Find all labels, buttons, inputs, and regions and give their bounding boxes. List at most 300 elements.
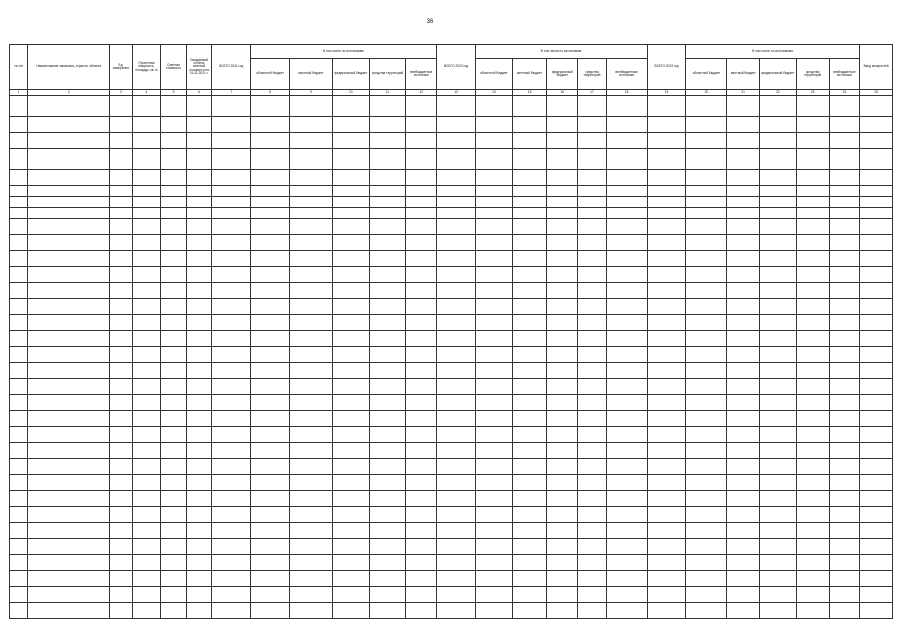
- value-cell: [686, 208, 727, 219]
- value-cell: [727, 235, 760, 251]
- value-cell: [186, 539, 212, 555]
- section-header-row: [10, 411, 893, 427]
- value-cell: [686, 186, 727, 197]
- value-cell: [578, 411, 607, 427]
- value-cell: [186, 235, 212, 251]
- value-cell: [647, 571, 686, 587]
- value-cell: [829, 539, 860, 555]
- value-cell: [406, 555, 437, 571]
- value-cell: [161, 219, 187, 235]
- value-cell: [212, 523, 251, 539]
- row-number-cell: [10, 267, 28, 283]
- value-cell: [727, 197, 760, 208]
- value-cell: [860, 587, 893, 603]
- value-cell: [547, 186, 578, 197]
- value-cell: [760, 117, 797, 133]
- column-number-cell: 18: [606, 90, 647, 96]
- value-cell: [547, 170, 578, 186]
- value-cell: [686, 299, 727, 315]
- value-cell: [369, 395, 406, 411]
- value-cell: [606, 347, 647, 363]
- value-cell: [110, 443, 132, 459]
- value-cell: [860, 443, 893, 459]
- value-cell: [647, 411, 686, 427]
- value-cell: [829, 507, 860, 523]
- value-cell: [161, 170, 187, 186]
- value-cell: [369, 427, 406, 443]
- value-cell: [437, 603, 476, 619]
- table-row: [10, 267, 893, 283]
- value-cell: [251, 331, 290, 347]
- value-cell: [606, 133, 647, 149]
- value-cell: [332, 603, 369, 619]
- section-header-row: [10, 555, 893, 571]
- object-name-cell: [28, 571, 110, 587]
- value-cell: [369, 603, 406, 619]
- value-cell: [760, 363, 797, 379]
- value-cell: [547, 571, 578, 587]
- value-cell: [161, 507, 187, 523]
- value-cell: [132, 411, 161, 427]
- value-cell: [289, 347, 332, 363]
- value-cell: [547, 96, 578, 117]
- value-cell: [186, 133, 212, 149]
- value-cell: [132, 331, 161, 347]
- value-cell: [475, 197, 512, 208]
- value-cell: [369, 331, 406, 347]
- value-cell: [132, 208, 161, 219]
- value-cell: [369, 149, 406, 170]
- value-cell: [796, 395, 829, 411]
- value-cell: [251, 133, 290, 149]
- value-cell: [512, 133, 547, 149]
- header-src-tf-2022: средства территорий: [578, 59, 607, 90]
- value-cell: [796, 267, 829, 283]
- value-cell: [727, 571, 760, 587]
- object-name-cell: [28, 299, 110, 315]
- value-cell: [110, 197, 132, 208]
- column-number-cell: 13: [437, 90, 476, 96]
- value-cell: [212, 235, 251, 251]
- value-cell: [110, 491, 132, 507]
- value-cell: [406, 96, 437, 117]
- value-cell: [369, 208, 406, 219]
- value-cell: [760, 133, 797, 149]
- value-cell: [475, 379, 512, 395]
- value-cell: [332, 197, 369, 208]
- value-cell: [547, 363, 578, 379]
- value-cell: [686, 555, 727, 571]
- value-cell: [132, 491, 161, 507]
- value-cell: [212, 315, 251, 331]
- object-name-cell: [28, 363, 110, 379]
- value-cell: [606, 149, 647, 170]
- value-cell: [760, 149, 797, 170]
- value-cell: [760, 315, 797, 331]
- row-number-cell: [10, 331, 28, 347]
- value-cell: [437, 186, 476, 197]
- value-cell: [369, 315, 406, 331]
- row-number-cell: [10, 251, 28, 267]
- value-cell: [289, 587, 332, 603]
- value-cell: [860, 523, 893, 539]
- value-cell: [251, 186, 290, 197]
- value-cell: [437, 149, 476, 170]
- value-cell: [860, 491, 893, 507]
- value-cell: [369, 571, 406, 587]
- value-cell: [686, 363, 727, 379]
- value-cell: [860, 411, 893, 427]
- value-cell: [760, 347, 797, 363]
- value-cell: [727, 587, 760, 603]
- value-cell: [727, 475, 760, 491]
- value-cell: [547, 507, 578, 523]
- value-cell: [369, 507, 406, 523]
- value-cell: [578, 587, 607, 603]
- value-cell: [547, 395, 578, 411]
- value-cell: [251, 170, 290, 186]
- row-number-cell: [10, 507, 28, 523]
- value-cell: [606, 251, 647, 267]
- row-number-cell: [10, 491, 28, 507]
- header-name: Наименование заказчика, отрасли, объекта: [28, 45, 110, 90]
- value-cell: [369, 587, 406, 603]
- value-cell: [289, 475, 332, 491]
- value-cell: [475, 523, 512, 539]
- value-cell: [686, 427, 727, 443]
- section-title-cell: [28, 347, 110, 363]
- value-cell: [161, 411, 187, 427]
- value-cell: [212, 149, 251, 170]
- value-cell: [110, 603, 132, 619]
- value-cell: [406, 170, 437, 186]
- value-cell: [606, 507, 647, 523]
- value-cell: [829, 186, 860, 197]
- value-cell: [289, 170, 332, 186]
- value-cell: [578, 491, 607, 507]
- value-cell: [406, 283, 437, 299]
- value-cell: [475, 267, 512, 283]
- section-title-cell: [28, 411, 110, 427]
- value-cell: [647, 603, 686, 619]
- value-cell: [110, 299, 132, 315]
- value-cell: [860, 603, 893, 619]
- value-cell: [578, 395, 607, 411]
- value-cell: [437, 475, 476, 491]
- value-cell: [332, 459, 369, 475]
- value-cell: [132, 459, 161, 475]
- value-cell: [829, 235, 860, 251]
- table-row: [10, 331, 893, 347]
- value-cell: [251, 523, 290, 539]
- header-src-extra-2022: внебюджетные источники: [606, 59, 647, 90]
- value-cell: [475, 299, 512, 315]
- value-cell: [289, 219, 332, 235]
- value-cell: [860, 363, 893, 379]
- value-cell: [406, 347, 437, 363]
- value-cell: [829, 347, 860, 363]
- column-number-cell: 12: [406, 90, 437, 96]
- row-number-cell: [10, 379, 28, 395]
- value-cell: [251, 235, 290, 251]
- value-cell: [547, 283, 578, 299]
- value-cell: [212, 267, 251, 283]
- row-number-cell: [10, 523, 28, 539]
- value-cell: [512, 395, 547, 411]
- value-cell: [727, 491, 760, 507]
- value-cell: [132, 267, 161, 283]
- value-cell: [727, 507, 760, 523]
- value-cell: [161, 149, 187, 170]
- value-cell: [251, 96, 290, 117]
- value-cell: [437, 299, 476, 315]
- value-cell: [475, 315, 512, 331]
- value-cell: [647, 235, 686, 251]
- value-cell: [512, 491, 547, 507]
- value-cell: [860, 208, 893, 219]
- value-cell: [860, 331, 893, 347]
- value-cell: [727, 251, 760, 267]
- table-row: [10, 603, 893, 619]
- value-cell: [186, 363, 212, 379]
- value-cell: [647, 267, 686, 283]
- value-cell: [332, 186, 369, 197]
- value-cell: [578, 251, 607, 267]
- header-capacity: Проектная мощность, площадь, кв. м: [132, 45, 161, 90]
- value-cell: [212, 539, 251, 555]
- value-cell: [647, 299, 686, 315]
- value-cell: [547, 149, 578, 170]
- value-cell: [727, 523, 760, 539]
- value-cell: [212, 331, 251, 347]
- value-cell: [251, 149, 290, 170]
- value-cell: [437, 443, 476, 459]
- value-cell: [686, 283, 727, 299]
- header-total-2023: ВСЕГО 2023 год: [647, 45, 686, 90]
- value-cell: [686, 395, 727, 411]
- value-cell: [406, 267, 437, 283]
- value-cell: [475, 283, 512, 299]
- value-cell: [406, 149, 437, 170]
- value-cell: [161, 459, 187, 475]
- value-cell: [406, 235, 437, 251]
- header-src-federal-2021: федеральный бюджет: [332, 59, 369, 90]
- value-cell: [186, 411, 212, 427]
- value-cell: [606, 603, 647, 619]
- value-cell: [796, 571, 829, 587]
- value-cell: [512, 331, 547, 347]
- value-cell: [406, 208, 437, 219]
- value-cell: [760, 555, 797, 571]
- value-cell: [212, 603, 251, 619]
- value-cell: [796, 299, 829, 315]
- column-number-cell: 2: [28, 90, 110, 96]
- value-cell: [512, 443, 547, 459]
- value-cell: [332, 96, 369, 117]
- value-cell: [727, 379, 760, 395]
- value-cell: [289, 331, 332, 347]
- value-cell: [212, 186, 251, 197]
- value-cell: [647, 170, 686, 186]
- column-number-cell: 5: [161, 90, 187, 96]
- table-row: [10, 363, 893, 379]
- value-cell: [547, 603, 578, 619]
- value-cell: [860, 117, 893, 133]
- value-cell: [437, 427, 476, 443]
- value-cell: [647, 315, 686, 331]
- value-cell: [727, 427, 760, 443]
- value-cell: [727, 331, 760, 347]
- row-number-cell: [10, 208, 28, 219]
- table-row: [10, 235, 893, 251]
- value-cell: [289, 379, 332, 395]
- value-cell: [647, 219, 686, 235]
- value-cell: [512, 603, 547, 619]
- value-cell: [796, 427, 829, 443]
- value-cell: [437, 539, 476, 555]
- value-cell: [437, 208, 476, 219]
- value-cell: [829, 411, 860, 427]
- value-cell: [161, 571, 187, 587]
- value-cell: [606, 283, 647, 299]
- section-header-row: [10, 347, 893, 363]
- value-cell: [547, 491, 578, 507]
- value-cell: [727, 170, 760, 186]
- value-cell: [132, 555, 161, 571]
- value-cell: [161, 539, 187, 555]
- value-cell: [161, 523, 187, 539]
- column-number-cell: 11: [369, 90, 406, 96]
- value-cell: [727, 315, 760, 331]
- value-cell: [796, 186, 829, 197]
- table-row: [10, 443, 893, 459]
- value-cell: [369, 475, 406, 491]
- value-cell: [289, 395, 332, 411]
- column-number-cell: 16: [547, 90, 578, 96]
- value-cell: [727, 459, 760, 475]
- value-cell: [212, 379, 251, 395]
- value-cell: [475, 475, 512, 491]
- value-cell: [578, 331, 607, 347]
- row-number-cell: [10, 133, 28, 149]
- value-cell: [606, 299, 647, 315]
- value-cell: [860, 267, 893, 283]
- value-cell: [547, 133, 578, 149]
- investment-table: [9, 44, 893, 619]
- value-cell: [647, 96, 686, 117]
- value-cell: [647, 197, 686, 208]
- value-cell: [186, 491, 212, 507]
- value-cell: [647, 347, 686, 363]
- value-cell: [475, 347, 512, 363]
- value-cell: [796, 475, 829, 491]
- value-cell: [829, 149, 860, 170]
- value-cell: [369, 235, 406, 251]
- value-cell: [475, 571, 512, 587]
- section-title-cell: [28, 133, 110, 149]
- value-cell: [289, 149, 332, 170]
- value-cell: [289, 443, 332, 459]
- value-cell: [437, 251, 476, 267]
- value-cell: [332, 379, 369, 395]
- value-cell: [161, 117, 187, 133]
- value-cell: [727, 603, 760, 619]
- value-cell: [647, 523, 686, 539]
- value-cell: [475, 208, 512, 219]
- value-cell: [512, 299, 547, 315]
- value-cell: [369, 523, 406, 539]
- value-cell: [512, 587, 547, 603]
- value-cell: [647, 555, 686, 571]
- value-cell: [796, 363, 829, 379]
- value-cell: [132, 427, 161, 443]
- object-name-cell: [28, 331, 110, 347]
- value-cell: [760, 603, 797, 619]
- value-cell: [760, 475, 797, 491]
- object-name-cell: [28, 475, 110, 491]
- value-cell: [512, 507, 547, 523]
- value-cell: [578, 283, 607, 299]
- value-cell: [760, 539, 797, 555]
- value-cell: [860, 555, 893, 571]
- value-cell: [547, 299, 578, 315]
- value-cell: [727, 539, 760, 555]
- value-cell: [647, 587, 686, 603]
- header-remaining: Ожидаемый остаток сметной стоимости на 01.01.2021 г.: [186, 45, 212, 90]
- value-cell: [369, 283, 406, 299]
- value-cell: [332, 363, 369, 379]
- value-cell: [369, 539, 406, 555]
- value-cell: [332, 491, 369, 507]
- value-cell: [829, 427, 860, 443]
- value-cell: [796, 208, 829, 219]
- value-cell: [251, 459, 290, 475]
- value-cell: [647, 363, 686, 379]
- row-number-cell: [10, 170, 28, 186]
- value-cell: [686, 331, 727, 347]
- value-cell: [406, 331, 437, 347]
- value-cell: [727, 117, 760, 133]
- section-title-cell: [28, 219, 110, 235]
- value-cell: [186, 208, 212, 219]
- value-cell: [475, 96, 512, 117]
- value-cell: [686, 315, 727, 331]
- value-cell: [332, 299, 369, 315]
- value-cell: [606, 475, 647, 491]
- value-cell: [251, 251, 290, 267]
- value-cell: [110, 117, 132, 133]
- value-cell: [186, 555, 212, 571]
- table-row: [10, 208, 893, 219]
- value-cell: [110, 379, 132, 395]
- value-cell: [251, 197, 290, 208]
- header-total-2021: ВСЕГО 2021 год: [212, 45, 251, 90]
- value-cell: [212, 208, 251, 219]
- value-cell: [251, 219, 290, 235]
- value-cell: [760, 491, 797, 507]
- value-cell: [369, 347, 406, 363]
- value-cell: [860, 149, 893, 170]
- object-name-cell: [28, 197, 110, 208]
- value-cell: [161, 603, 187, 619]
- value-cell: [110, 331, 132, 347]
- section-title-cell: [28, 315, 110, 331]
- value-cell: [161, 443, 187, 459]
- value-cell: [332, 427, 369, 443]
- value-cell: [606, 96, 647, 117]
- value-cell: [647, 133, 686, 149]
- value-cell: [437, 459, 476, 475]
